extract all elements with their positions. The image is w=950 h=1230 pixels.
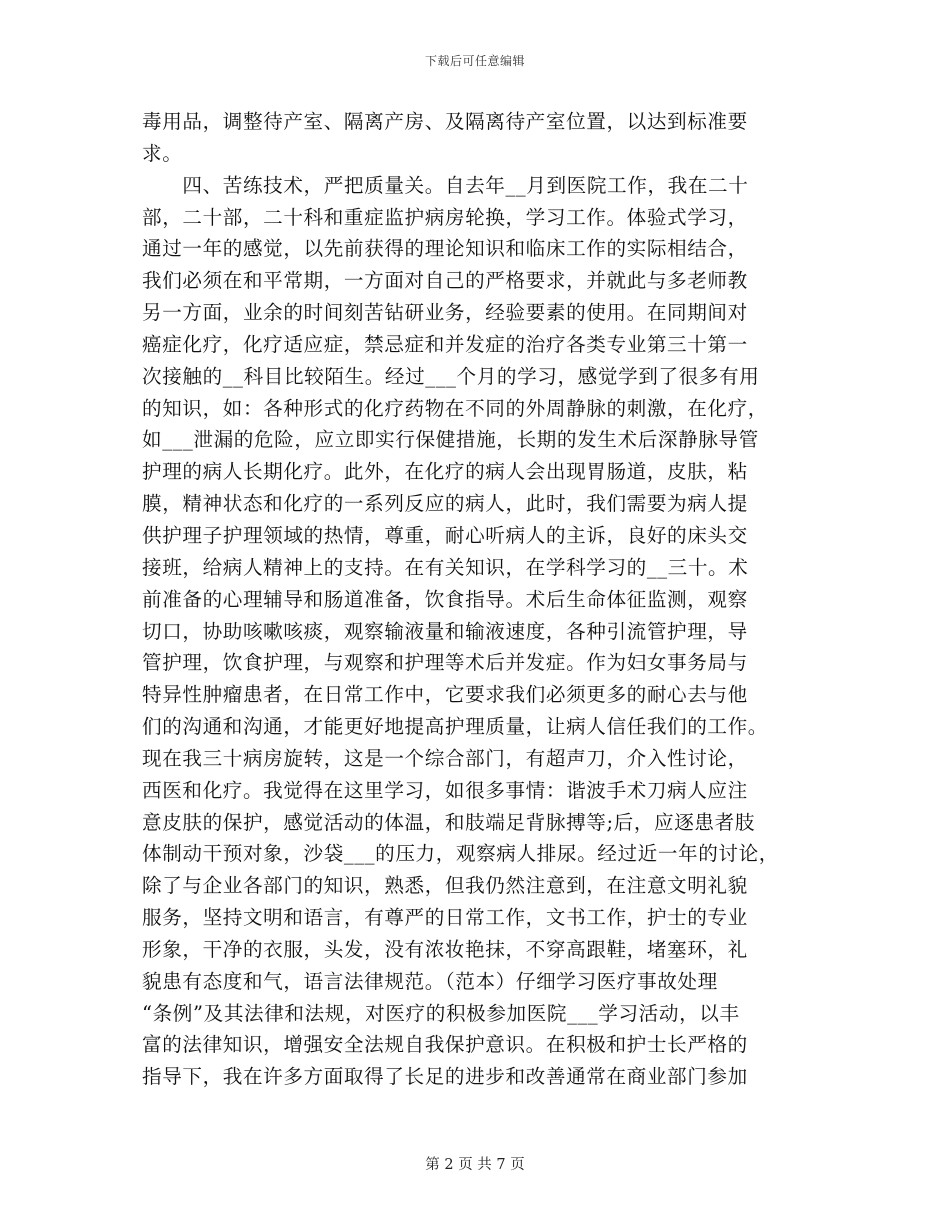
page-footer: 第 2 页 共 7 页 bbox=[425, 1157, 525, 1173]
text-line: 四、苦练技术，严把质量关。自去年__月到医院工作，我在二十 bbox=[142, 173, 749, 197]
text-line: 管护理，饮食护理，与观察和护理等术后并发症。作为妇女事务局与 bbox=[142, 651, 748, 675]
text-line: 接班，给病人精神上的支持。在有关知识，在学科学习的__三十。术 bbox=[142, 555, 749, 579]
text-line: 供护理子护理领域的热情，尊重，耐心听病人的主诉，良好的床头交 bbox=[142, 523, 748, 547]
text-line: 意皮肤的保护，感觉活动的体温，和肢端足背脉搏等;后，应逐患者肢 bbox=[142, 810, 756, 834]
text-line: 们的沟通和沟通，才能更好地提高护理质量，让病人信任我们的工作。 bbox=[142, 715, 769, 739]
text-line: 次接触的__科目比较陌生。经过___个月的学习，感觉学到了很多有用 bbox=[142, 364, 760, 388]
text-line: 服务，坚持文明和语言，有尊严的日常工作，文书工作，护士的专业 bbox=[142, 906, 748, 930]
text-line: 求。 bbox=[142, 141, 183, 165]
text-line: 我们必须在和平常期，一方面对自己的严格要求，并就此与多老师教 bbox=[142, 269, 748, 293]
text-line: 除了与企业各部门的知识，熟悉，但我仍然注意到，在注意文明礼貌 bbox=[142, 874, 748, 898]
text-line: 形象，干净的衣服，头发，没有浓妆艳抹，不穿高跟鞋，堵塞环，礼 bbox=[142, 937, 748, 961]
text-line: 貌患有态度和气，语言法律规范。（范本）仔细学习医疗事故处理 bbox=[142, 969, 718, 993]
text-line: 西医和化疗。我觉得在这里学习，如很多事情：谐波手术刀病人应注 bbox=[142, 778, 748, 802]
text-line: 另一方面，业余的时间刻苦钻研业务，经验要素的使用。在同期间对 bbox=[142, 301, 748, 325]
text-line: 毒用品，调整待产室、隔离产房、及隔离待产室位置，以达到标准要 bbox=[142, 110, 748, 133]
text-line: 指导下，我在许多方面取得了长足的进步和改善通常在商业部门参加 bbox=[142, 1065, 748, 1089]
text-line: 部，二十部，二十科和重症监护病房轮换，学习工作。体验式学习， bbox=[142, 205, 748, 229]
text-line: “条例”及其法律和法规，对医疗的积极参加医院___学习活动，以丰 bbox=[142, 1001, 740, 1025]
text-line: 膜，精神状态和化疗的一系列反应的病人，此时，我们需要为病人提 bbox=[142, 492, 748, 516]
text-line: 特异性肿瘤患者，在日常工作中，它要求我们必须更多的耐心去与他 bbox=[142, 683, 748, 707]
text-line: 前准备的心理辅导和肠道准备，饮食指导。术后生命体征监测，观察 bbox=[142, 587, 748, 611]
text-line: 如___泄漏的危险，应立即实行保健措施，长期的发生术后深静脉导管 bbox=[142, 428, 759, 452]
text-line: 切口，协助咳嗽咳痰，观察输液量和输液速度，各种引流管护理，导 bbox=[142, 619, 748, 643]
body-text bbox=[142, 106, 822, 1093]
text-line: 癌症化疗，化疗适应症，禁忌症和并发症的治疗各类专业第三十第一 bbox=[142, 332, 748, 356]
text-line: 体制动干预对象，沙袋___的压力，观察病人排尿。经过近一年的讨论， bbox=[142, 842, 780, 866]
text-line: 富的法律知识，增强安全法规自我保护意识。在积极和护士长严格的 bbox=[142, 1033, 748, 1057]
text-line: 通过一年的感觉，以先前获得的理论知识和临床工作的实际相结合， bbox=[142, 237, 748, 261]
text-line: 的知识，如：各种形式的化疗药物在不同的外周静脉的刺激，在化疗， bbox=[142, 396, 769, 420]
page-header: 下载后可任意编辑 bbox=[424, 54, 525, 68]
text-line: 现在我三十病房旋转，这是一个综合部门，有超声刀，介入性讨论， bbox=[142, 746, 748, 770]
text-line: 护理的病人长期化疗。此外，在化疗的病人会出现胃肠道，皮肤，粘 bbox=[142, 460, 748, 484]
